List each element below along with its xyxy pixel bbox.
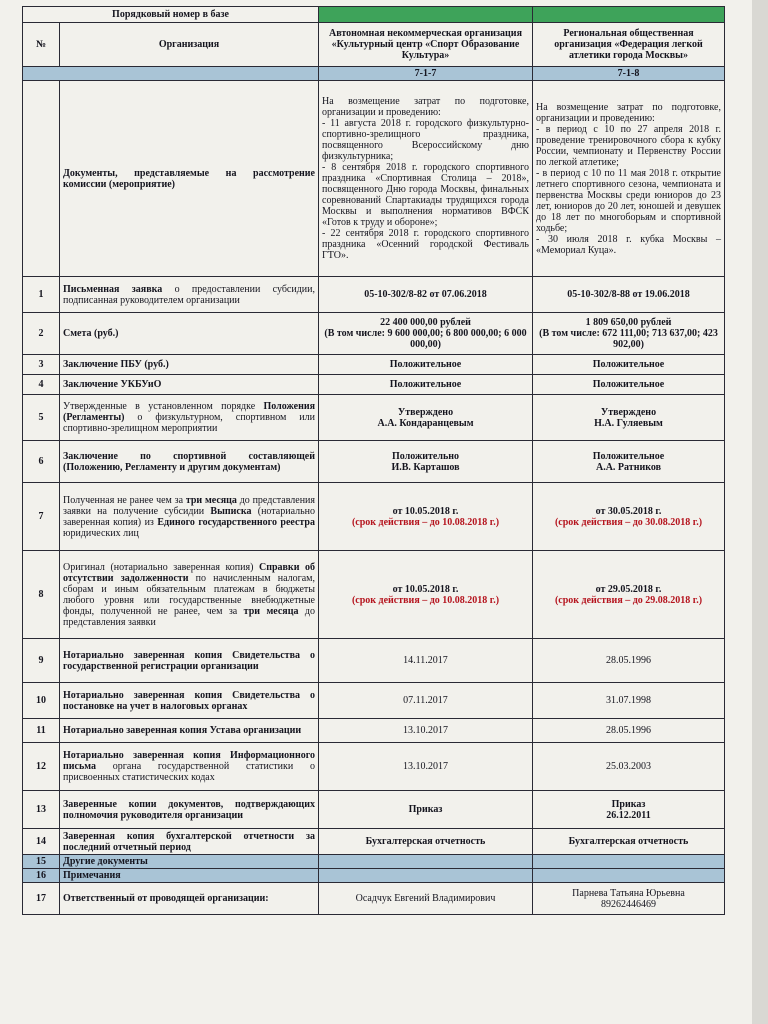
row-10-org2: 31.07.1998 bbox=[533, 683, 725, 719]
row-8-org1: от 10.05.2018 г. (срок действия – до 10.08.2018 г.) bbox=[319, 551, 533, 639]
org1-code: 7-1-7 bbox=[319, 67, 533, 81]
row-13-number: 13 bbox=[23, 791, 60, 829]
row-8-org2-validity: (срок действия – до 29.08.2018 г.) bbox=[554, 594, 703, 606]
row-11-org2: 28.05.1996 bbox=[533, 719, 725, 743]
row-16-number: 16 bbox=[23, 869, 60, 883]
row-5-label: Утвержденные в установленном порядке Положения (Регламенты) о физкультурном, спортивном или спортивно-зрелищном мероприятии bbox=[60, 395, 319, 441]
row-2-label: Смета (руб.) bbox=[60, 313, 319, 355]
code-band bbox=[23, 67, 319, 81]
row-14-org2: Бухгалтерская отчетность bbox=[533, 829, 725, 855]
row-6-org2: Положительное А.А. Ратников bbox=[533, 441, 725, 483]
row-10-number: 10 bbox=[23, 683, 60, 719]
row-16-org1 bbox=[319, 869, 533, 883]
row-17-label: Ответственный от проводящей организации: bbox=[60, 883, 319, 915]
row-13-org1: Приказ bbox=[319, 791, 533, 829]
row-8-label: Оригинал (нотариально заверенная копия) Справки об отсутствии задолженности по начисленным налогам, сборам и иным обязательным платежам в бюджеты любого уровня или государственные внебюджетные фонды, полученной не ранее, чем за три месяца до представления заявки bbox=[60, 551, 319, 639]
row-12-org1: 13.10.2017 bbox=[319, 743, 533, 791]
row-14-number: 14 bbox=[23, 829, 60, 855]
row-8-number: 8 bbox=[23, 551, 60, 639]
row-1-number: 1 bbox=[23, 277, 60, 313]
row-11-label: Нотариально заверенная копия Устава организации bbox=[60, 719, 319, 743]
header-band-org2 bbox=[533, 7, 725, 23]
row-1-org2: 05-10-302/8-88 от 19.06.2018 bbox=[533, 277, 725, 313]
row-17-number: 17 bbox=[23, 883, 60, 915]
row-4-number: 4 bbox=[23, 375, 60, 395]
row-10-label: Нотариально заверенная копия Свидетельства о постановке на учет в налоговых органах bbox=[60, 683, 319, 719]
row-6-number: 6 bbox=[23, 441, 60, 483]
row-3-label: Заключение ПБУ (руб.) bbox=[60, 355, 319, 375]
row-14-org1: Бухгалтерская отчетность bbox=[319, 829, 533, 855]
organizations-table bbox=[22, 6, 725, 915]
row-3-org2: Положительное bbox=[533, 355, 725, 375]
row-16-org2 bbox=[533, 869, 725, 883]
row-4-org1: Положительное bbox=[319, 375, 533, 395]
row-15-number: 15 bbox=[23, 855, 60, 869]
row-5-org2: Утверждено Н.А. Гуляевым bbox=[533, 395, 725, 441]
row-7-org1-validity: (срок действия – до 10.08.2018 г.) bbox=[351, 516, 500, 528]
header-number: № bbox=[23, 23, 60, 67]
row-6-label: Заключение по спортивной составляющей (Положению, Регламенту и другим документам) bbox=[60, 441, 319, 483]
row-9-org1: 14.11.2017 bbox=[319, 639, 533, 683]
org1-name: Автономная некоммерческая организация «Культурный центр «Спорт Образование Культура» bbox=[319, 23, 533, 67]
docs-number-cell bbox=[23, 81, 60, 277]
row-5-number: 5 bbox=[23, 395, 60, 441]
row-13-org2: Приказ 26.12.2011 bbox=[533, 791, 725, 829]
row-4-label: Заключение УКБУиО bbox=[60, 375, 319, 395]
row-16-label: Примечания bbox=[60, 869, 319, 883]
row-15-org1 bbox=[319, 855, 533, 869]
row-1-label: Письменная заявка о предоставлении субсидии, подписанная руководителем организации bbox=[60, 277, 319, 313]
row-14-label: Заверенная копия бухгалтерской отчетности за последний отчетный период bbox=[60, 829, 319, 855]
row-7-org2: от 30.05.2018 г. (срок действия – до 30.08.2018 г.) bbox=[533, 483, 725, 551]
row-6-org1: Положительно И.В. Карташов bbox=[319, 441, 533, 483]
row-17-org2: Парнева Татьяна Юрьевна 89262446469 bbox=[533, 883, 725, 915]
header-band-org1 bbox=[319, 7, 533, 23]
row-3-number: 3 bbox=[23, 355, 60, 375]
row-7-label: Полученная не ранее чем за три месяца до представления заявки на получение субсидии Выписка (нотариально заверенная копия) из Единого государственного реестра юридических лиц bbox=[60, 483, 319, 551]
row-4-org2: Положительное bbox=[533, 375, 725, 395]
row-11-number: 11 bbox=[23, 719, 60, 743]
row-15-org2 bbox=[533, 855, 725, 869]
row-17-org1: Осадчук Евгений Владимирович bbox=[319, 883, 533, 915]
row-13-label: Заверенные копии документов, подтверждающих полномочия руководителя организации bbox=[60, 791, 319, 829]
row-2-org1: 22 400 000,00 рублей (В том числе: 9 600 000,00; 6 800 000,00; 6 000 000,00) bbox=[319, 313, 533, 355]
row-7-org1: от 10.05.2018 г. (срок действия – до 10.08.2018 г.) bbox=[319, 483, 533, 551]
row-10-org1: 07.11.2017 bbox=[319, 683, 533, 719]
row-12-org2: 25.03.2003 bbox=[533, 743, 725, 791]
row-8-org2: от 29.05.2018 г. (срок действия – до 29.08.2018 г.) bbox=[533, 551, 725, 639]
header-ordinal-in-base: Порядковый номер в базе bbox=[23, 7, 319, 23]
org2-name: Региональная общественная организация «Федерация легкой атлетики города Москвы» bbox=[533, 23, 725, 67]
row-5-org1: Утверждено А.А. Кондаранцевым bbox=[319, 395, 533, 441]
header-organization: Организация bbox=[60, 23, 319, 67]
org1-events: На возмещение затрат по подготовке, организации и проведению: - 11 августа 2018 г. городского физкультурно-спортивно-зрелищного праздника, посвященного Всероссийскому дню физкультурника; - 8 сентября 2018 г. городского спортивного праздника «Спортивная Столица – 2018», посвященного Дню города Москвы, финальных соревнований Спартакиады трудящихся города Москвы и выполнения нормативов ВФСК «Готов к труду и обороне»; - 22 сентября 2018 г. городского спортивного праздника «Осенний городской Фестиваль ГТО». bbox=[319, 81, 533, 277]
row-1-org1: 05-10-302/8-82 от 07.06.2018 bbox=[319, 277, 533, 313]
row-9-org2: 28.05.1996 bbox=[533, 639, 725, 683]
row-3-org1: Положительное bbox=[319, 355, 533, 375]
row-7-org2-validity: (срок действия – до 30.08.2018 г.) bbox=[554, 516, 703, 528]
row-7-number: 7 bbox=[23, 483, 60, 551]
row-8-org1-validity: (срок действия – до 10.08.2018 г.) bbox=[351, 594, 500, 606]
row-12-number: 12 bbox=[23, 743, 60, 791]
row-2-number: 2 bbox=[23, 313, 60, 355]
org2-events: На возмещение затрат по подготовке, организации и проведению: - в период с 10 по 27 апреля 2018 г. проведение тренировочного сбора к кубку России, чемпионату и Первенству России по легкой атлетике; - в период с 10 по 11 мая 2018 г. открытие летнего спортивного сезона, чемпионата и первенства Москвы среди юниоров до 23 лет, юниоров до 20 лет, юношей и девушек до 18 лет по многоборьям и спортивной ходьбе; - 30 июля 2018 г. кубка Москвы – «Мемориал Куца». bbox=[533, 81, 725, 277]
row-12-label: Нотариально заверенная копия Информационного письма органа государственной статистики о присвоенных статистических кодах bbox=[60, 743, 319, 791]
row-2-org2: 1 809 650,00 рублей (В том числе: 672 111,00; 713 637,00; 423 902,00) bbox=[533, 313, 725, 355]
row-11-org1: 13.10.2017 bbox=[319, 719, 533, 743]
row-9-label: Нотариально заверенная копия Свидетельства о государственной регистрации организации bbox=[60, 639, 319, 683]
org2-code: 7-1-8 bbox=[533, 67, 725, 81]
docs-section-title: Документы, представляемые на рассмотрение комиссии (мероприятие) bbox=[60, 81, 319, 277]
row-15-label: Другие документы bbox=[60, 855, 319, 869]
row-9-number: 9 bbox=[23, 639, 60, 683]
